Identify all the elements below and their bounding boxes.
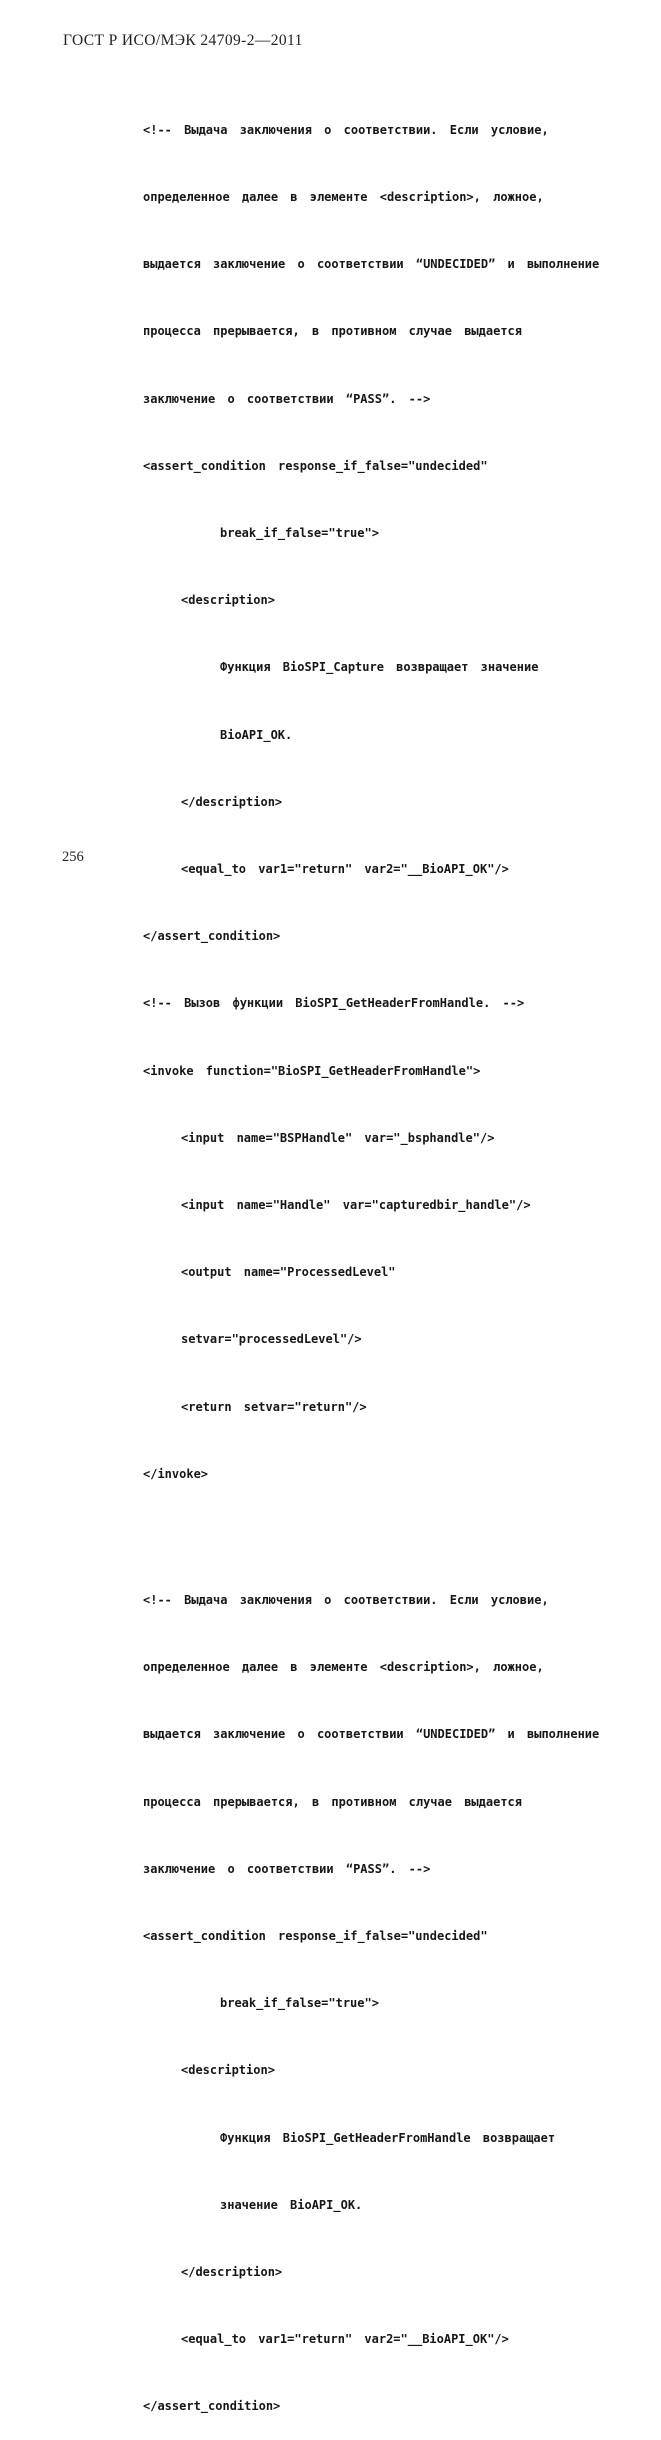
code-line: <input name="Handle" var="capturedbir_handle"/> bbox=[181, 1198, 531, 1213]
code-line: <!-- Выдача заключения о соответствии. Если условие, bbox=[143, 122, 549, 137]
code-line: break_if_false="true"> bbox=[220, 1996, 379, 2011]
code-line: setvar="processedLevel"/> bbox=[181, 1332, 362, 1347]
code-line: </description> bbox=[181, 2264, 283, 2279]
code-line: <!-- Выдача заключения о соответствии. Если условие, bbox=[143, 1592, 549, 1607]
code-line: <output name="ProcessedLevel" bbox=[181, 1265, 396, 1280]
code-line: значение BioAPI_OK. bbox=[220, 2197, 363, 2212]
code-line: <input name="BSPHandle" var="_bsphandle"/> bbox=[181, 1130, 495, 1145]
blank-line bbox=[143, 1530, 643, 1544]
code-line: break_if_false="true"> bbox=[220, 526, 379, 541]
code-line: <assert_condition response_if_false="undecided" bbox=[143, 1928, 488, 1943]
code-line: Функция BioSPI_Capture возвращает значение bbox=[220, 660, 539, 675]
page-header-standard-number: ГОСТ Р ИСО/МЭК 24709-2—2011 bbox=[63, 32, 303, 49]
code-line: <description> bbox=[181, 593, 275, 608]
code-line: <equal_to var1="return" var2="__BioAPI_OK"/> bbox=[181, 2332, 509, 2347]
code-line: Функция BioSPI_GetHeaderFromHandle возвращает bbox=[220, 2130, 556, 2145]
code-line: <!-- Вызов функции BioSPI_GetHeaderFromHandle. --> bbox=[143, 996, 525, 1011]
code-line: </description> bbox=[181, 794, 283, 809]
code-line: </assert_condition> bbox=[143, 2399, 281, 2414]
code-line: определенное далее в элементе <description>, ложное, bbox=[143, 190, 544, 205]
page-number: 256 bbox=[62, 849, 84, 865]
code-line: заключение о соответствии “PASS”. --> bbox=[143, 391, 431, 406]
code-line: <return setvar="return"/> bbox=[181, 1399, 367, 1414]
code-line: выдается заключение о соответствии “UNDECIDED” и выполнение bbox=[143, 1727, 600, 1742]
code-line: <description> bbox=[181, 2063, 275, 2078]
code-line: <equal_to var1="return" var2="__BioAPI_OK"/> bbox=[181, 862, 509, 877]
code-listing bbox=[143, 74, 643, 2440]
code-line: </assert_condition> bbox=[143, 929, 281, 944]
code-line: </invoke> bbox=[143, 1466, 209, 1481]
code-line: <assert_condition response_if_false="undecided" bbox=[143, 458, 488, 473]
code-line: выдается заключение о соответствии “UNDECIDED” и выполнение bbox=[143, 257, 600, 272]
code-line: определенное далее в элементе <description>, ложное, bbox=[143, 1660, 544, 1675]
code-line: заключение о соответствии “PASS”. --> bbox=[143, 1861, 431, 1876]
code-line: <invoke function="BioSPI_GetHeaderFromHandle"> bbox=[143, 1063, 481, 1078]
code-line: BioAPI_OK. bbox=[220, 727, 293, 742]
code-line: процесса прерывается, в противном случае выдается bbox=[143, 1794, 523, 1809]
code-line: процесса прерывается, в противном случае выдается bbox=[143, 324, 523, 339]
